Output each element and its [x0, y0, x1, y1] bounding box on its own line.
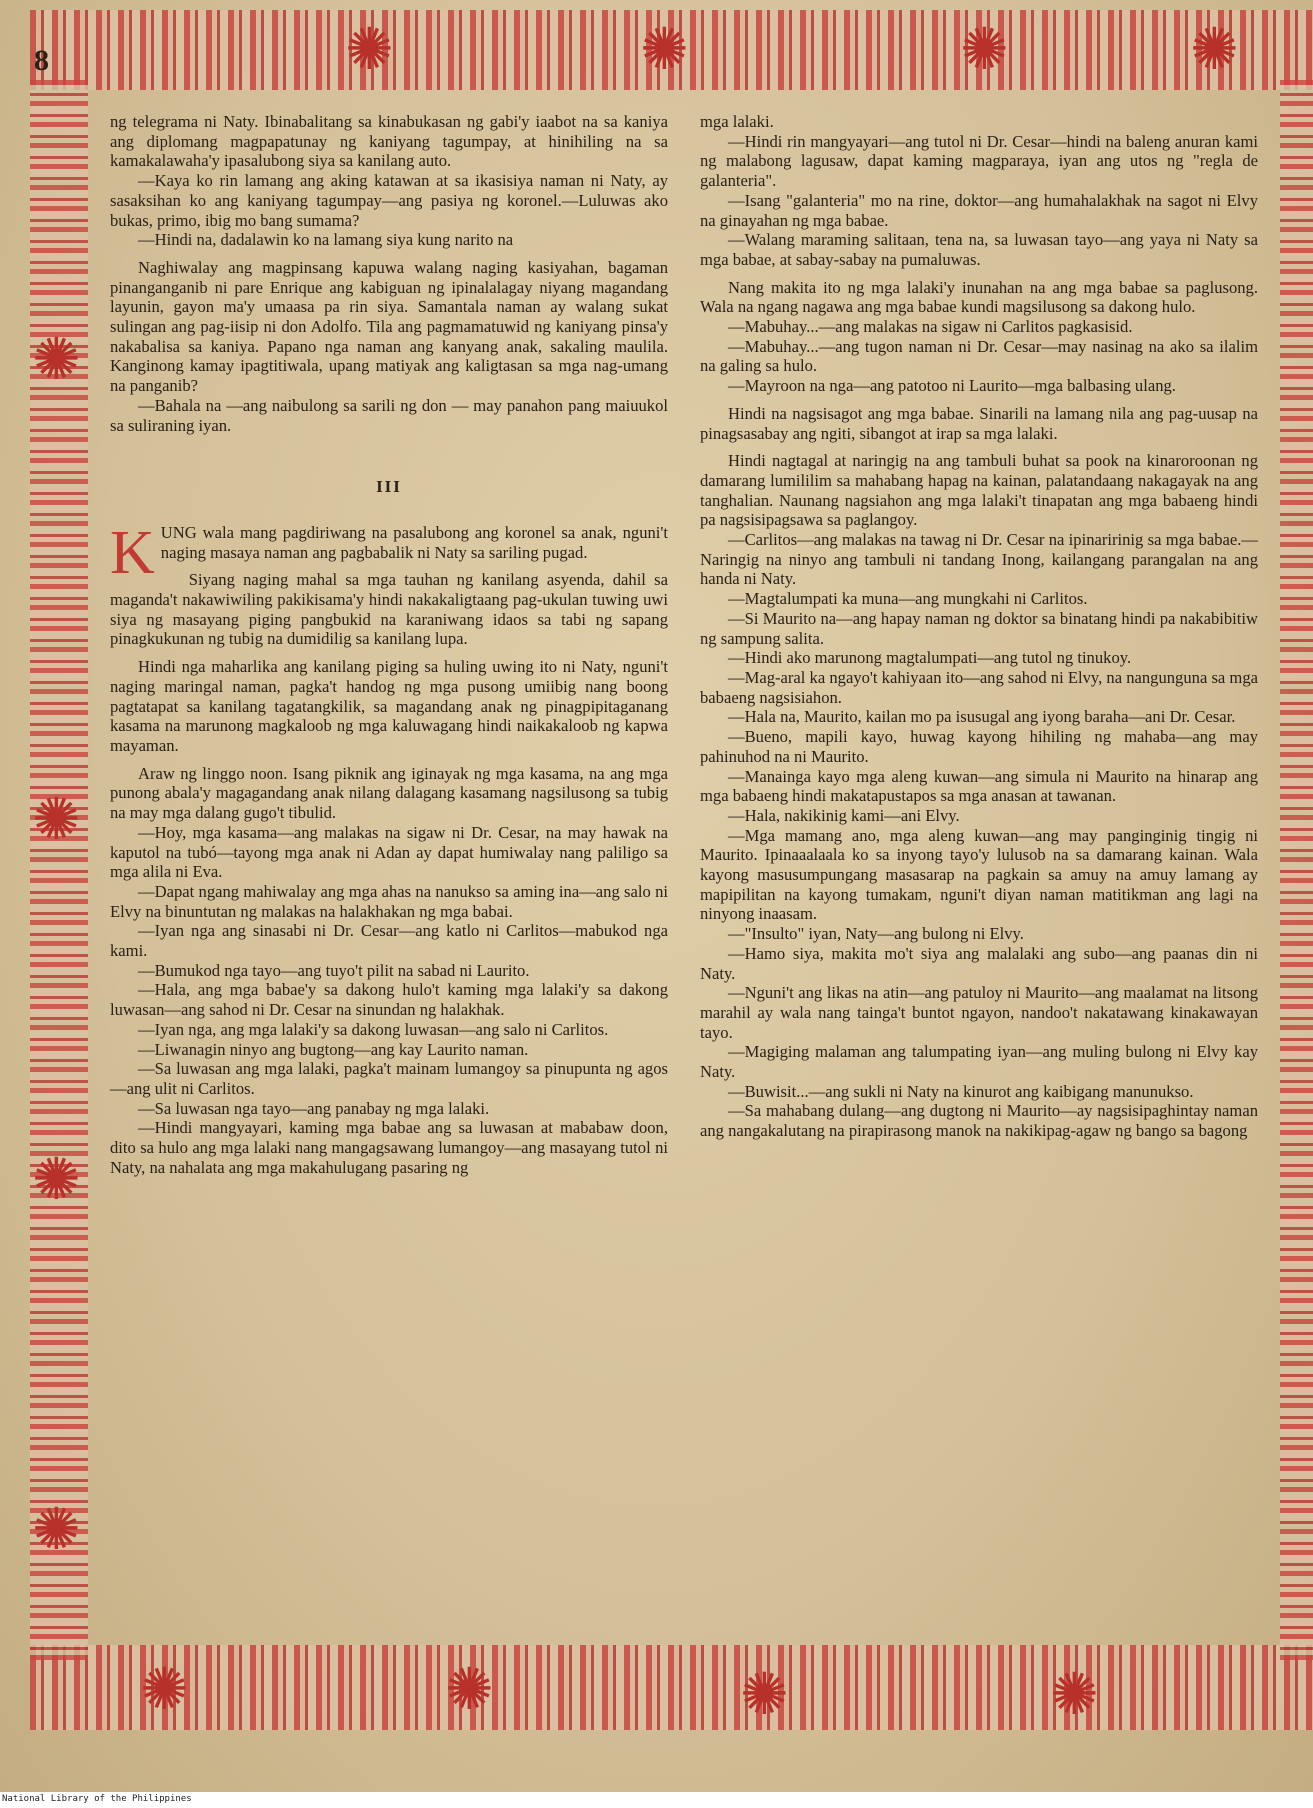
paragraph: —Magiging malaman ang talumpating iyan—ang muling bulong ni Elvy kay Naty. — [700, 1042, 1258, 1082]
paragraph: —Magtalumpati ka muna—ang mungkahi ni Carlitos. — [728, 589, 1088, 609]
paragraph: Hindi nagtagal at naringig na ang tambuli buhat sa pook na kinaroroonan ng damarang lumililim sa mahabang hapag na kainan, palatandaang nakagayak na ang tanghalian. Naunang nagsiahon ang mga lalaki't tinapatan ang mga babaeng hindi pa nagsisipagsawa sa paglangoy. — [700, 451, 1258, 530]
paragraph: —Sa luwasan ang mga lalaki, pagka't mainam lumangoy sa pinupunta ng agos—ang ulit ni Carlitos. — [110, 1059, 668, 1098]
paragraph: —Hindi na, dadalawin ko na lamang siya kung narito na — [138, 230, 514, 250]
paragraph: —Mag-aral ka ngayo't kahiyaan ito—ang sahod ni Elvy, na nangunguna sa mga babaeng nagsisiahon. — [700, 667, 1259, 707]
paragraph: —Hamo siya, makita mo't siya ang malalaki ang subo—ang paanas din ni Naty. — [700, 943, 1258, 983]
star-ornament-icon: ✺ — [32, 325, 81, 393]
bottom-ornamental-border — [30, 1645, 1313, 1730]
paragraph: Araw ng linggo noon. Isang piknik ang iginayak ng mga kasama, na ang mga punong abala'y magagandang anak nilang dalagang kasamang nagsilusong sa tubig na may mga dalang gugo't tibulid. — [110, 763, 668, 823]
paragraph: —Mayroon na nga—ang patotoo ni Laurito—mga balbasing ulang. — [728, 376, 1176, 396]
paragraph: —Nguni't ang likas na atin—ang patuloy ni Maurito—ang maalamat na litsong marahil ay wala nang tainga't buntot ngayon, nandoo't nakatawang kinakawayan tayo. — [700, 983, 1258, 1042]
left-text-column — [110, 112, 668, 1177]
paragraph: —Hindi mangyayari, kaming mga babae ang sa luwasan at mababaw doon, dito sa hulo ang mga lalaki nang mangagsawang lumangoy—ang masayang tutol ni Naty, na nahalata ang mga makahulugang pasaring ng — [110, 1118, 668, 1177]
left-column-upper-text — [110, 112, 668, 435]
paragraph: —Walang maraming salitaan, tena na, sa luwasan tayo—ang yaya ni Naty sa mga babae, at sabay-sabay na pumaluwas. — [700, 230, 1258, 269]
paragraph: Hindi nga maharlika ang kanilang piging sa huling uwing ito ni Naty, nguni't naging maringal naman, pagka't handog ng mga pusong umiibig nang boong pagtatapat sa kanilang tagatangkilik, sa magandang anak ng pinagpipitaganang kasama na marunong magkaloob ng mga kaluwagang hindi naikakaloob ng kapwa mayaman. — [110, 657, 668, 755]
paragraph: —Dapat ngang mahiwalay ang mga ahas na nanukso sa aming ina—ang salo ni Elvy na binuntutan ng malakas na halakhakan ng mga babai. — [110, 881, 668, 921]
star-ornament-icon: ✺ — [740, 1660, 789, 1728]
paragraph: —Hindi rin mangyayari—ang tutol ni Dr. Cesar—hindi na baleng anuran kami ng malabong lagusaw, dapat kaming magparaya, iyan ang utos ng "regla de galanteria". — [700, 131, 1258, 191]
paragraph: —Mga mamang ano, mga aleng kuwan—ang may panginginig tingig ni Maurito. Ipinaaalaala ko sa inyong tayo'y lulusob na sa damarang kainan. Wala kayong masusumpungang masasarap na pagkain sa amuy na amuy lamang ay mapipilitan na kayong tumakam, nguni't diyan naman matitikman ang lagi na ninyong inaasam. — [700, 825, 1258, 924]
paragraph: —Hoy, mga kasama—ang malakas na sigaw ni Dr. Cesar, na may hawak na kaputol na tubó—tayong mga anak ni Adan ay dapat humiwalay nang paliligo sa mga alila ni Eva. — [110, 822, 668, 882]
paragraph: —Bumukod nga tayo—ang tuyo't pilit na sabad ni Laurito. — [138, 960, 530, 980]
paragraph: —Bahala na —ang naibulong sa sarili ng don — may panahon pang maiuukol sa suliraning iyan. — [110, 395, 668, 435]
paragraph: —Hindi ako marunong magtalumpati—ang tutol ng tinukoy. — [728, 648, 1132, 668]
star-ornament-icon: ✺ — [32, 785, 81, 853]
paragraph: —Manainga kayo mga aleng kuwan—ang simula ni Maurito na hinarap ang mga babaeng hindi makatapustapos sa mga anasan at tawanan. — [700, 766, 1258, 806]
paragraph: —Bueno, mapili kayo, huwag kayong hihiling ng mahaba—ang may pahinuhod na ni Maurito. — [700, 727, 1258, 766]
paragraph: —Buwisit...—ang sukli ni Naty na kinurot ang kaibigang manunukso. — [728, 1081, 1194, 1101]
paragraph: Siyang naging mahal sa mga tauhan ng kanilang asyenda, dahil sa maganda't nakawiwiling pakikisama'y hindi nakakaligtaang pag-ukulan tuwing uwi siya ng masayang piging pangbukid na karaniwang idaos sa tabi ng sapang pinagkukunan ng tubig na dumidilig sa kanilang lupa. — [110, 570, 668, 649]
page-number: 8 — [34, 44, 49, 77]
paragraph: —Carlitos—ang malakas na tawag ni Dr. Cesar na ipinaririnig sa mga babae.—Naringig na ninyo ang tambuli ni tandang Inong, kailangang parangalan na ang handa ni Naty. — [700, 530, 1258, 589]
star-ornament-icon: ✺ — [140, 1655, 189, 1723]
paragraph: —Iyan nga, ang mga lalaki'y sa dakong luwasan—ang salo ni Carlitos. — [138, 1019, 609, 1039]
paragraph: mga lalaki. — [700, 112, 774, 131]
star-ornament-icon: ✺ — [1050, 1660, 1099, 1728]
paragraph: —Sa luwasan nga tayo—ang panabay ng mga lalaki. — [138, 1098, 490, 1118]
star-ornament-icon: ✺ — [960, 15, 1009, 83]
section-numeral: III — [376, 477, 402, 497]
paragraph: ng telegrama ni Naty. Ibinabalitang sa kinabukasan ng gabi'y iaabot na sa kaniya ang diplomang magpapatunay ng kaniyang tagumpay, at hinihiling na sa kamakalawaha'y ipasalubong siya sa kanilang auto. — [110, 112, 668, 171]
paragraph: —Liwanagin ninyo ang bugtong—ang kay Laurito naman. — [138, 1039, 529, 1059]
paragraph: Hindi na nagsisagot ang mga babae. Sinarili na lamang nila ang pag-uusap na pinagsasabay ang ngiti, sibangot at irap sa mga lalaki. — [700, 403, 1258, 443]
drop-cap: K — [110, 518, 155, 587]
paragraph: —Iyan nga ang sinasabi ni Dr. Cesar—ang katlo ni Carlitos—mabukod nga kami. — [110, 921, 668, 961]
paragraph: —Mabuhay...—ang tugon naman ni Dr. Cesar—may nasinag na ako sa ilalim na galing sa hulo. — [700, 336, 1258, 376]
left-ornamental-border — [30, 80, 88, 1660]
paragraph: —"Insulto" iyan, Naty—ang bulong ni Elvy. — [728, 924, 1024, 944]
star-ornament-icon: ✺ — [345, 15, 394, 83]
paragraph: —Hala, nakikinig kami—ani Elvy. — [728, 805, 960, 825]
paragraph: —Hala na, Maurito, kailan mo pa isusugal ang iyong baraha—ani Dr. Cesar. — [728, 707, 1236, 727]
star-ornament-icon: ✺ — [445, 1655, 494, 1723]
footer-credit: National Library of the Philippines — [0, 1792, 1313, 1808]
paragraph: —Mabuhay...—ang malakas na sigaw ni Carlitos pagkasisid. — [728, 317, 1133, 337]
star-ornament-icon: ✺ — [1190, 15, 1239, 83]
paragraph: Nang makita ito ng mga lalaki'y inunahan na ang mga babae sa paglusong. Wala na ngang nagawa ang mga babae kundi magsilusong sa dakong hulo. — [700, 277, 1258, 317]
star-ornament-icon: ✺ — [640, 15, 689, 83]
paragraph: —Hala, ang mga babae'y sa dakong hulo't kaming mga lalaki'y sa dakong luwasan—ang sahod ni Dr. Cesar na sinundan ng halakhak. — [110, 980, 668, 1020]
left-column-lower-text — [110, 518, 668, 1178]
paragraph: —Isang "galanteria" mo na rine, doktor—ang humahalakhak na sagot ni Elvy na ginayahan ng mga babae. — [700, 190, 1258, 230]
paragraph: —Si Maurito na—ang hapay naman ng doktor sa binatang hindi pa nakabibitiw ng sampung salita. — [700, 608, 1258, 648]
star-ornament-icon: ✺ — [32, 1145, 81, 1213]
star-ornament-icon: ✺ — [32, 1495, 81, 1563]
paragraph: Naghiwalay ang magpinsang kapuwa walang naging kasiyahan, bagaman pinanganganib ni pare Enrique ang kabiguan ng ipinalalagay niyang magandang layunin, gayon ma'y umaasa pa rin siya. Samantala naman ay walang sukat sulingan ang pag-iisip ni don Adolfo. Tila ang pagmamatuwid ng kaniyang pinsa'y nakabalisa sa kaniya. Papano nga naman ang kanyang anak, sakaling maulila. Kanginong kamay ipagtitiwala, upang matiyak ang kaligtasan sa mga nag-umang na panganib? — [110, 257, 668, 396]
paragraph: —Kaya ko rin lamang ang aking katawan at sa ikasisiya naman ni Naty, ay sasaksihan ko ang kaniyang tagumpay—ang pasiya ng koronel.—Luluwas ako bukas, primo, ibig mo bang sumama? — [110, 171, 668, 230]
right-ornamental-border — [1280, 80, 1313, 1660]
right-text-column — [700, 112, 1258, 1141]
paragraph: UNG wala mang pagdiriwang na pasalubong ang koronel sa anak, nguni't naging masaya naman ang pagbabalik ni Naty sa sariling pugad. — [160, 522, 668, 562]
paragraph: —Sa mahabang dulang—ang dugtong ni Maurito—ay nagsisipaghintay naman ang nangakalutang na pirapirasong manok na nakikipag-agaw ng bango sa bagong — [700, 1101, 1258, 1141]
